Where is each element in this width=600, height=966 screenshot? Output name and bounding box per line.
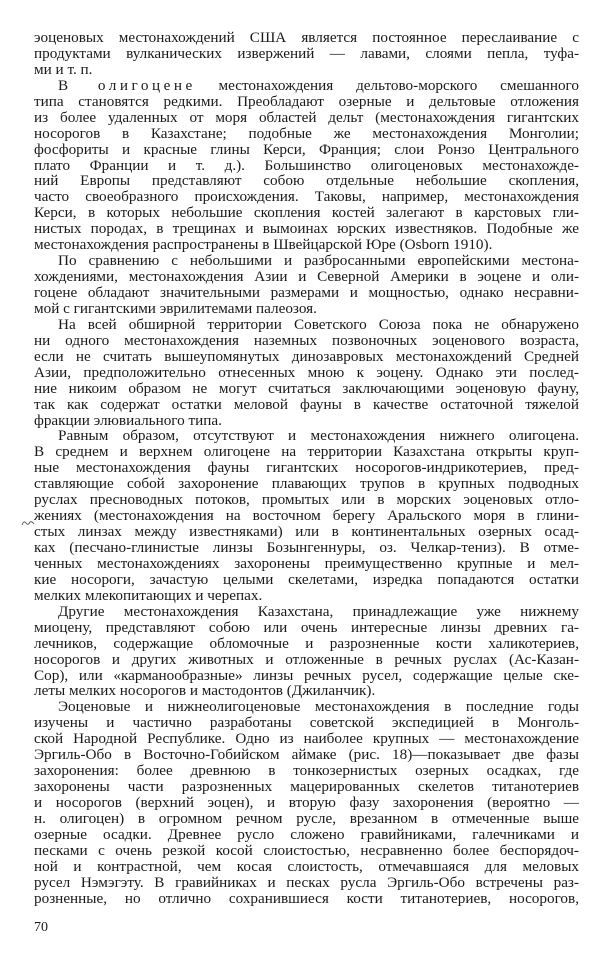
text-line: часто своеобразного происхождения. Таковы, например, местонахождения: [34, 188, 579, 206]
text-line: так как содержат остатки меловой фауны в качестве остаточной тяжелой: [34, 395, 579, 413]
document-page-body: [34, 30, 579, 907]
text-line: ние никоим образом не могут считаться заключающими эоценовую фауну,: [34, 379, 579, 397]
paragraph-5: [34, 428, 579, 603]
text-line: продуктами вулканических извержений — лавами, слоями пепла, туфа-: [34, 44, 579, 62]
paragraph-6: [34, 604, 579, 700]
pencil-margin-mark-icon: [21, 519, 35, 527]
text-line: местонахождения распространены в Швейцарской Юре (Osborn 1910).: [34, 236, 493, 254]
text-line: гоцене обладают значительными размерами и мощностью, однако несравни-: [34, 284, 579, 301]
text-line: кие носороги, зачастую целыми скелетами, изредка попадаются остатки: [34, 570, 579, 588]
text-line: русел Нэмэгэту. В гравийниках и песках русла Эргиль-Обо встречены раз-: [34, 873, 579, 891]
paragraph-4: [34, 317, 579, 429]
text-line: Равным образом, отсутствуют и местонахождения нижнего олигоцена.: [58, 427, 579, 445]
text-line: Другие местонахождения Казахстана, принадлежащие уже нижнему: [58, 602, 579, 620]
text-span: местонахождения дельтово-морского смешанного: [195, 76, 579, 94]
text-line: носорогов в Казахстане; подобные же местонахождения Монголии;: [34, 124, 579, 142]
paragraph-2: [34, 78, 579, 253]
text-line: розненные, но отлично сохранившиеся кости титанотериев, носорогов,: [34, 889, 579, 907]
text-line: Азии, предположительно отнесенных мною к эоцену. Однако эти послед-: [34, 363, 579, 381]
text-line: фосфориты и красные глины Керси, Франция; слои Ронзо Центрального: [34, 140, 579, 158]
text-line: ни одного местонахождения наземных позвоночных эоценового возраста,: [34, 331, 579, 349]
text-line: Эргиль-Обо в Восточно-Гобийском аймаке (рис. 18)—показывает две фазы: [34, 746, 579, 764]
text-line: типа становятся редкими. Преобладают озерные и дельтовые отложения: [34, 92, 579, 110]
text-line: жениях (местонахождения на восточном берегу Аральского моря в глини-: [34, 507, 579, 525]
text-line: из более удаленных от моря областей дельт (местонахождения гигантских: [34, 108, 579, 126]
text-line: песками с очень резкой косой слоистостью, несравненно более беспорядоч-: [34, 841, 579, 859]
text-line: стых линзах между известняками) или в континентальных озерных осад-: [34, 523, 579, 541]
paragraph-1: [34, 30, 579, 78]
spaced-emphasis-term: В олигоцене: [58, 76, 196, 94]
text-line: ченных местонахождениях захоронены преимущественно крупные и мел-: [34, 554, 579, 572]
text-line: плато Франции и т. д.). Большинство олигоценовых местонахожде-: [34, 156, 579, 174]
text-line: леты мелких носорогов и мастодонтов (Джиланчик).: [34, 682, 376, 700]
text-line: лечников, содержащие обломочные и разрозненные кости халикотериев,: [34, 634, 579, 652]
text-line: ные местонахождения фауны гигантских носорогов-индрикотериев, пред-: [34, 459, 579, 477]
text-line: Керси, в которых небольшие скопления костей залегают в карстовых гли-: [34, 204, 579, 222]
text-line: озерные осадки. Древнее русло сложено гравийниками, галечниками и: [34, 825, 579, 843]
text-line: носорогов и других животных и отложенные в речных руслах (Ас-Казан-: [34, 650, 579, 668]
text-line: если не считать вышеупомянутых динозавровых местонахождений Средней: [34, 347, 579, 365]
paragraph-7: [34, 699, 579, 906]
text-line: руслах пресноводных потоков, промытых или в морских эоценовых отло-: [34, 491, 579, 509]
text-line: мелких млекопитающих и черепах.: [34, 586, 263, 604]
text-line: Эоценовые и нижнеолигоценовые местонахождения в последние годы: [58, 698, 579, 716]
text-line: нистых породах, в трещинах и вымоинах юрских известняков. Подобные же: [34, 220, 579, 238]
text-line: Сор), или «карманообразные» линзы речных русел, содержащие целые ске-: [34, 666, 579, 684]
text-line: ми и т. п.: [34, 60, 93, 78]
text-line: В среднем и верхнем олигоцене на территории Казахстана открыты круп-: [34, 443, 579, 461]
text-line: ний Европы представляют собою отдельные небольшие скопления,: [34, 172, 579, 190]
text-line: эоценовых местонахождений США является постоянное переслаивание с: [34, 29, 579, 46]
text-line: ках (песчано-глинистые линзы Бозынгеннуры, оз. Челкар-тениз). В отме-: [34, 539, 579, 556]
text-line: На всей обширной территории Советского Союза пока не обнаружено: [58, 315, 579, 333]
text-line: По сравнению с небольшими и разбросанными европейскими местона-: [58, 252, 579, 270]
text-line: миоцену, представляют собою или очень интересные линзы древних га-: [34, 618, 579, 636]
text-line: захоронения: более древнюю в тонкозернистых озерных осадках, где: [34, 762, 579, 780]
text-line: захоронены части разрозненных мацерированных скелетов титанотериев: [34, 778, 579, 796]
text-line: ной и контрастной, чем косая слоистость, отмечавшаяся для меловых: [34, 857, 579, 875]
text-line: мой с гигантскими эврилитемами палеозоя.: [34, 299, 317, 317]
text-line: ставляющие собой захоронение плавающих трупов в крупных подводных: [34, 475, 579, 493]
text-line: н. олигоцен) в огромном речном русле, врезанном в отмеченные выше: [34, 809, 579, 827]
text-line: изучены и частично разработаны советской экспедицией в Монголь-: [34, 714, 579, 732]
text-line: [34, 78, 579, 94]
text-line: и носорогов (верхний эоцен), и вторую фазу захоронения (вероятно —: [34, 794, 579, 811]
text-line: фракции элювиального типа.: [34, 411, 222, 429]
text-line: ской Народной Республике. Одно из наиболее крупных — местонахождение: [34, 730, 579, 748]
paragraph-3: [34, 253, 579, 317]
text-line: хождениями, местонахождения Азии и Северной Америки в эоцене и оли-: [34, 268, 579, 286]
page-number: 70: [34, 920, 48, 935]
